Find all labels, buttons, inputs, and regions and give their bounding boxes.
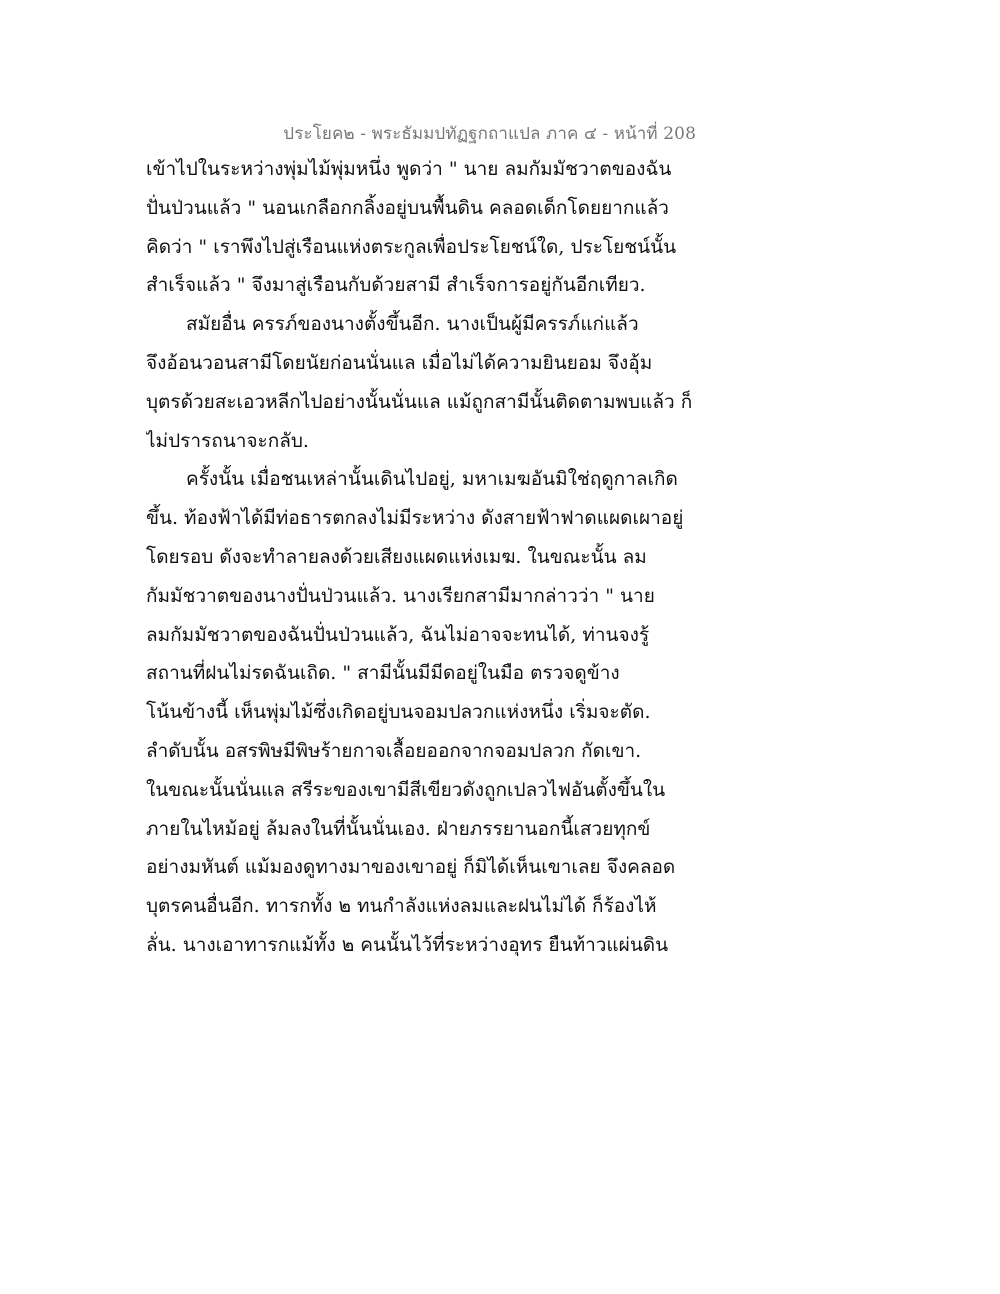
- text-line: บุตรคนอื่นอีก. ทารกทั้ง ๒ ทนกำลังแห่งลมและฝนไม่ได้ ก็ร้องไห้: [146, 895, 657, 918]
- text-line: ภายในไหม้อยู่ ล้มลงในที่นั้นนั่นเอง. ฝ่ายภรรยานอกนี้เสวยทุกข์: [146, 817, 651, 840]
- text-line: ในขณะนั้นนั่นแล สรีระของเขามีสีเขียวดังถูกเปลวไฟอันตั้งขึ้นใน: [146, 778, 666, 801]
- page-header: ประโยค๒ - พระธัมมปทัฏฐกถาแปล ภาค ๔ - หน้าที่ 208: [283, 124, 696, 144]
- text-line: ปั่นป่วนแล้ว " นอนเกลือกกลิ้งอยู่บนพื้นดิน คลอดเด็กโดยยากแล้ว: [146, 196, 669, 219]
- text-line: สถานที่ฝนไม่รดฉันเถิด. " สามีนั้นมีมีดอยู่ในมือ ตรวจดูข้าง: [146, 662, 620, 685]
- text-line: ลั่น. นางเอาทารกแม้ทั้ง ๒ คนนั้นไว้ที่ระหว่างอุทร ยืนท้าวแผ่นดิน: [146, 933, 669, 956]
- text-line: สำเร็จแล้ว " จึงมาสู่เรือนกับด้วยสามี สำเร็จการอยู่กันอีกเทียว.: [146, 274, 646, 297]
- text-line: สมัยอื่น ครรภ์ของนางตั้งขึ้นอีก. นางเป็นผู้มีครรภ์แก่แล้ว: [186, 313, 639, 336]
- text-line: จึงอ้อนวอนสามีโดยนัยก่อนนั่นแล เมื่อไม่ได้ความยินยอม จึงอุ้ม: [146, 351, 653, 374]
- body-text: [146, 150, 706, 965]
- text-line: โน้นข้างนี้ เห็นพุ่มไม้ซึ่งเกิดอยู่บนจอมปลวกแห่งหนึ่ง เริ่มจะตัด.: [146, 701, 651, 724]
- text-line: ลมกัมมัชวาตของฉันปั่นป่วนแล้ว, ฉันไม่อาจจะทนได้, ท่านจงรู้: [146, 623, 650, 646]
- text-line: ลำดับนั้น อสรพิษมีพิษร้ายกาจเลื้อยออกจากจอมปลวก กัดเขา.: [146, 739, 642, 762]
- text-line: โดยรอบ ดังจะทำลายลงด้วยเสียงแผดแห่งเมฆ. ในขณะนั้น ลม: [146, 545, 647, 568]
- text-line: คิดว่า " เราพึงไปสู่เรือนแห่งตระกูลเพื่อประโยชน์ใด, ประโยชน์นั้น: [146, 235, 677, 258]
- text-line: อย่างมหันต์ แม้มองดูทางมาของเขาอยู่ ก็มิได้เห็นเขาเลย จึงคลอด: [146, 856, 676, 879]
- text-line: ขึ้น. ท้องฟ้าได้มีท่อธารตกลงไม่มีระหว่าง ดังสายฟ้าฟาดแผดเผาอยู่: [146, 507, 684, 530]
- text-line: เข้าไปในระหว่างพุ่มไม้พุ่มหนึ่ง พูดว่า " นาย ลมกัมมัชวาตของฉัน: [146, 158, 672, 180]
- text-line: ไม่ปรารถนาจะกลับ.: [146, 429, 309, 452]
- text-line: บุตรด้วยสะเอวหลีกไปอย่างนั้นนั่นแล แม้ถูกสามีนั้นติดตามพบแล้ว ก็: [146, 390, 693, 413]
- text-line: ครั้งนั้น เมื่อชนเหล่านั้นเดินไปอยู่, มหาเมฆอันมิใช่ฤดูกาลเกิด: [186, 468, 678, 491]
- text-line: กัมมัชวาตของนางปั่นป่วนแล้ว. นางเรียกสามีมากล่าวว่า " นาย: [146, 584, 655, 607]
